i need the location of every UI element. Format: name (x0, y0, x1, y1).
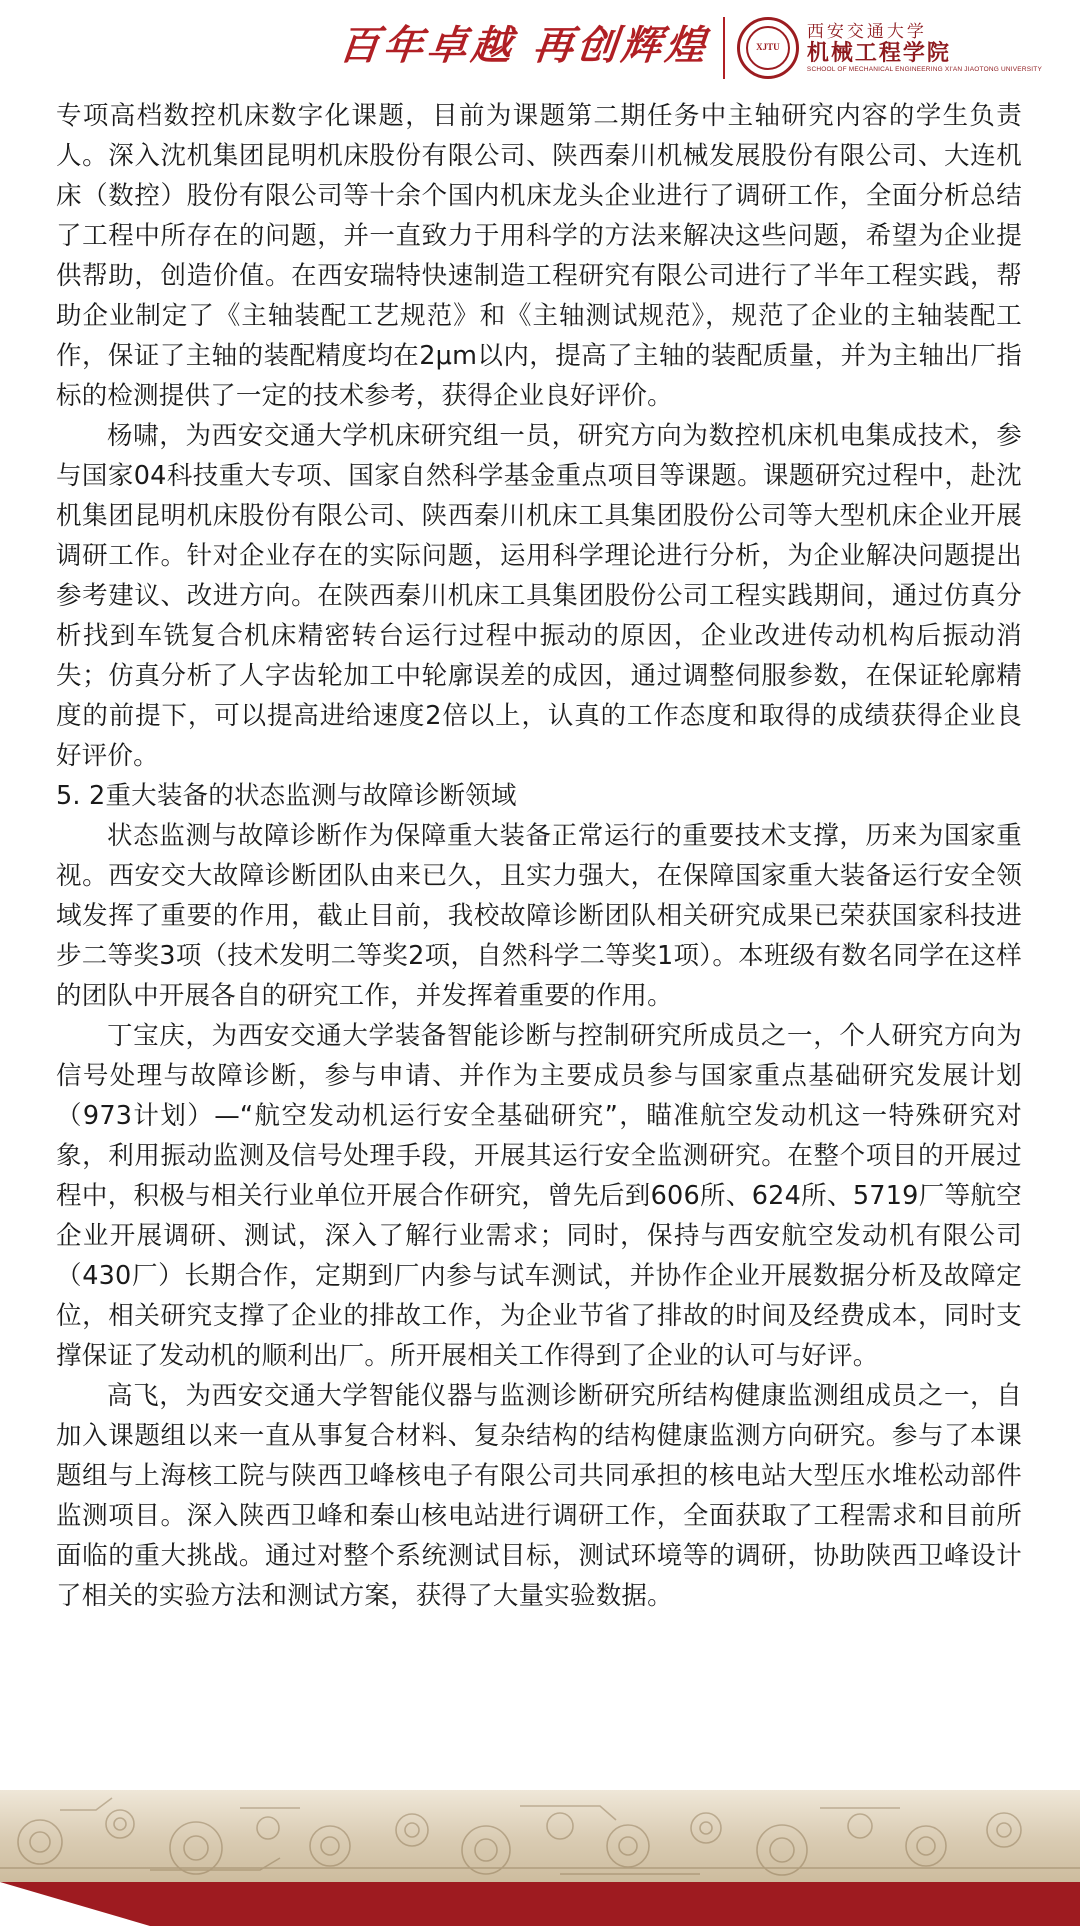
page-header (0, 0, 1080, 96)
header-branding (336, 17, 1042, 79)
school-name-cn: 机械工程学院 (806, 40, 951, 66)
university-logo (723, 17, 1042, 79)
paragraph-team-intro: 状态监测与故障诊断作为保障重大装备正常运行的重要技术支撑，历来为国家重视。西安交大故障诊断团队由来已久，且实力强大，在保障国家重大装备运行安全领域发挥了重要的作用，截止目前，我校故障诊断团队相关研究成果已荣获国家科技进步二等奖3项（技术发明二等奖2项，自然科学二等奖1项）。本班级有数名同学在这样的团队中开展各自的研究工作，并发挥着重要的作用。 (56, 821, 1022, 1011)
footer-wedge-accent (0, 1882, 150, 1926)
footer-gears-pattern-icon (0, 1790, 1080, 1882)
university-name-cn: 西安交通大学 (806, 21, 927, 42)
paragraph-continued: 专项高档数控机床数字化课题，目前为课题第二期任务中主轴研究内容的学生负责人。深入沈机集团昆明机床股份有限公司、陕西秦川机械发展股份有限公司、大连机床（数控）股份有限公司等十余个国内机床龙头企业进行了调研工作，全面分析总结了工程中所存在的问题，并一直致力于用科学的方法来解决这些问题，希望为企业提供帮助，创造价值。在西安瑞特快速制造工程研究有限公司进行了半年工程实践，帮助企业制定了《主轴装配工艺规范》和《主轴测试规范》，规范了企业的主轴装配工作，保证了主轴的装配精度均在2μm以内，提高了主轴的装配质量，并为主轴出厂指标的检测提供了一定的技术参考，获得企业良好评价。 (56, 101, 1022, 411)
page-footer (0, 1790, 1080, 1926)
section-heading-5-2: 5. 2重大装备的状态监测与故障诊断领域 (56, 781, 517, 811)
logo-text-block (807, 23, 1042, 74)
paragraph-yangxiao: 杨啸，为西安交通大学机床研究组一员，研究方向为数控机床机电集成技术，参与国家04科技重大专项、国家自然科学基金重点项目等课题。课题研究过程中，赴沈机集团昆明机床股份有限公司、陕西秦川机床工具集团股份公司等大型机床企业开展调研工作。针对企业存在的实际问题，运用科学理论进行分析，为企业解决问题提出参考建议、改进方向。在陕西秦川机床工具集团股份公司工程实践期间，通过仿真分析找到车铣复合机床精密转台运行过程中振动的原因，企业改进传动机构后振动消失；仿真分析了人字齿轮加工中轮廓误差的成因，通过调整伺服参数，在保证轮廓精度的前提下，可以提高进给速度2倍以上，认真的工作态度和取得的成绩获得企业良好评价。 (56, 421, 1022, 771)
footer-decorative-band (0, 1790, 1080, 1882)
paragraph-dingbaoqing: 丁宝庆，为西安交通大学装备智能诊断与控制研究所成员之一，个人研究方向为信号处理与故障诊断，参与申请、并作为主要成员参与国家重点基础研究发展计划（973计划）—“航空发动机运行安全基础研究”，瞄准航空发动机这一特殊研究对象，利用振动监测及信号处理手段，开展其运行安全监测研究。在整个项目的开展过程中，积极与相关行业单位开展合作研究，曾先后到606所、624所、5719厂等航空企业开展调研、测试，深入了解行业需求；同时，保持与西安航空发动机有限公司（430厂）长期合作，定期到厂内参与试车测试，并协作企业开展数据分析及故障定位，相关研究支撑了企业的排故工作，为企业节省了排故的时间及经费成本，同时支撑保证了发动机的顺利出厂。所开展相关工作得到了企业的认可与好评。 (56, 1021, 1022, 1371)
paragraph-gaofei: 高飞，为西安交通大学智能仪器与监测诊断研究所结构健康监测组成员之一，自加入课题组以来一直从事复合材料、复杂结构的结构健康监测方向研究。参与了本课题组与上海核工院与陕西卫峰核电子有限公司共同承担的核电站大型压水堆松动部件监测项目。深入陕西卫峰和秦山核电站进行调研工作，全面获取了工程需求和目前所面临的重大挑战。通过对整个系统测试目标，测试环境等的调研，协助陕西卫峰设计了相关的实验方法和测试方案，获得了大量实验数据。 (56, 1381, 1022, 1611)
document-body (0, 96, 1080, 1616)
seal-label: XJTU (756, 42, 780, 53)
school-name-en: SCHOOL OF MECHANICAL ENGINEERING XI'AN JIAOTONG UNIVERSITY (806, 66, 1042, 74)
footer-red-bar (0, 1882, 1080, 1926)
university-seal-icon (737, 17, 799, 79)
header-calligraphy-slogan: 百年卓越 再创辉煌 (336, 22, 712, 69)
